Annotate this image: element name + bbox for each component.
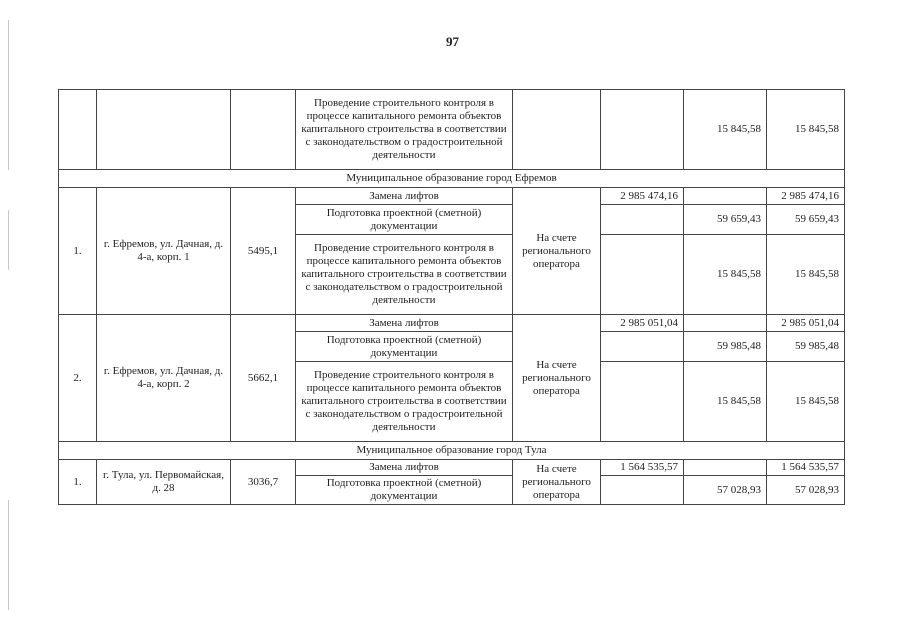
amount-col5-cell <box>601 476 684 505</box>
num-cell: 1. <box>59 460 97 505</box>
section-header-row <box>59 442 845 460</box>
amount-total-cell: 2 985 474,16 <box>767 188 845 205</box>
amount-total-cell: 15 845,58 <box>767 90 845 170</box>
work-type-cell: Проведение строительного контроля в процессе капитального ремонта объектов капитального строительства в соответствии с законодательством о градостроительной деятельности <box>296 362 513 442</box>
work-type-cell: Подготовка проектной (сметной) документации <box>296 332 513 362</box>
amount-col6-cell <box>684 460 767 476</box>
amount-col6-cell: 57 028,93 <box>684 476 767 505</box>
capital-repair-table <box>58 89 845 505</box>
num-cell: 1. <box>59 188 97 315</box>
amount-col6-cell: 59 659,43 <box>684 205 767 235</box>
address-cell: г. Тула, ул. Первомайская, д. 28 <box>97 460 231 505</box>
amount-col5-cell: 2 985 051,04 <box>601 315 684 332</box>
area-cell: 5495,1 <box>231 188 296 315</box>
amount-total-cell: 57 028,93 <box>767 476 845 505</box>
amount-total-cell: 2 985 051,04 <box>767 315 845 332</box>
amount-col5-cell: 2 985 474,16 <box>601 188 684 205</box>
area-cell: 5662,1 <box>231 315 296 442</box>
amount-col5-cell: 1 564 535,57 <box>601 460 684 476</box>
scan-edge-mark <box>8 20 9 170</box>
num-cell: 2. <box>59 315 97 442</box>
amount-col5-cell <box>601 332 684 362</box>
work-type-cell: Проведение строительного контроля в процессе капитального ремонта объектов капитального строительства в соответствии с законодательством о градостроительной деятельности <box>296 235 513 315</box>
amount-col5-cell <box>601 90 684 170</box>
scan-edge-mark <box>8 210 9 270</box>
amount-col6-cell: 15 845,58 <box>684 235 767 315</box>
account-cell: На счете регионального оператора <box>513 315 601 442</box>
amount-total-cell: 15 845,58 <box>767 362 845 442</box>
table-row <box>59 460 845 476</box>
area-cell <box>231 90 296 170</box>
amount-col6-cell: 15 845,58 <box>684 362 767 442</box>
amount-col5-cell <box>601 235 684 315</box>
table-row <box>59 90 845 170</box>
work-type-cell: Замена лифтов <box>296 315 513 332</box>
account-cell: На счете регионального оператора <box>513 188 601 315</box>
amount-col5-cell <box>601 362 684 442</box>
amount-total-cell: 59 659,43 <box>767 205 845 235</box>
work-type-cell: Подготовка проектной (сметной) документации <box>296 476 513 505</box>
num-cell <box>59 90 97 170</box>
amount-total-cell: 59 985,48 <box>767 332 845 362</box>
amount-col5-cell <box>601 205 684 235</box>
account-cell: На счете регионального оператора <box>513 460 601 505</box>
address-cell <box>97 90 231 170</box>
amount-col6-cell: 15 845,58 <box>684 90 767 170</box>
account-cell <box>513 90 601 170</box>
area-cell: 3036,7 <box>231 460 296 505</box>
scan-edge-mark <box>8 500 9 610</box>
section-title: Муниципальное образование город Ефремов <box>59 170 845 188</box>
amount-col6-cell <box>684 188 767 205</box>
amount-total-cell: 15 845,58 <box>767 235 845 315</box>
page-number: 97 <box>446 34 459 49</box>
work-type-cell: Подготовка проектной (сметной) документации <box>296 205 513 235</box>
section-title: Муниципальное образование город Тула <box>59 442 845 460</box>
amount-col6-cell: 59 985,48 <box>684 332 767 362</box>
amount-total-cell: 1 564 535,57 <box>767 460 845 476</box>
address-cell: г. Ефремов, ул. Дачная, д. 4-а, корп. 1 <box>97 188 231 315</box>
amount-col6-cell <box>684 315 767 332</box>
table-row <box>59 315 845 332</box>
section-header-row <box>59 170 845 188</box>
work-type-cell: Замена лифтов <box>296 188 513 205</box>
work-type-cell: Проведение строительного контроля в процессе капитального ремонта объектов капитального строительства в соответствии с законодательством о градостроительной деятельности <box>296 90 513 170</box>
work-type-cell: Замена лифтов <box>296 460 513 476</box>
table-row <box>59 188 845 205</box>
address-cell: г. Ефремов, ул. Дачная, д. 4-а, корп. 2 <box>97 315 231 442</box>
